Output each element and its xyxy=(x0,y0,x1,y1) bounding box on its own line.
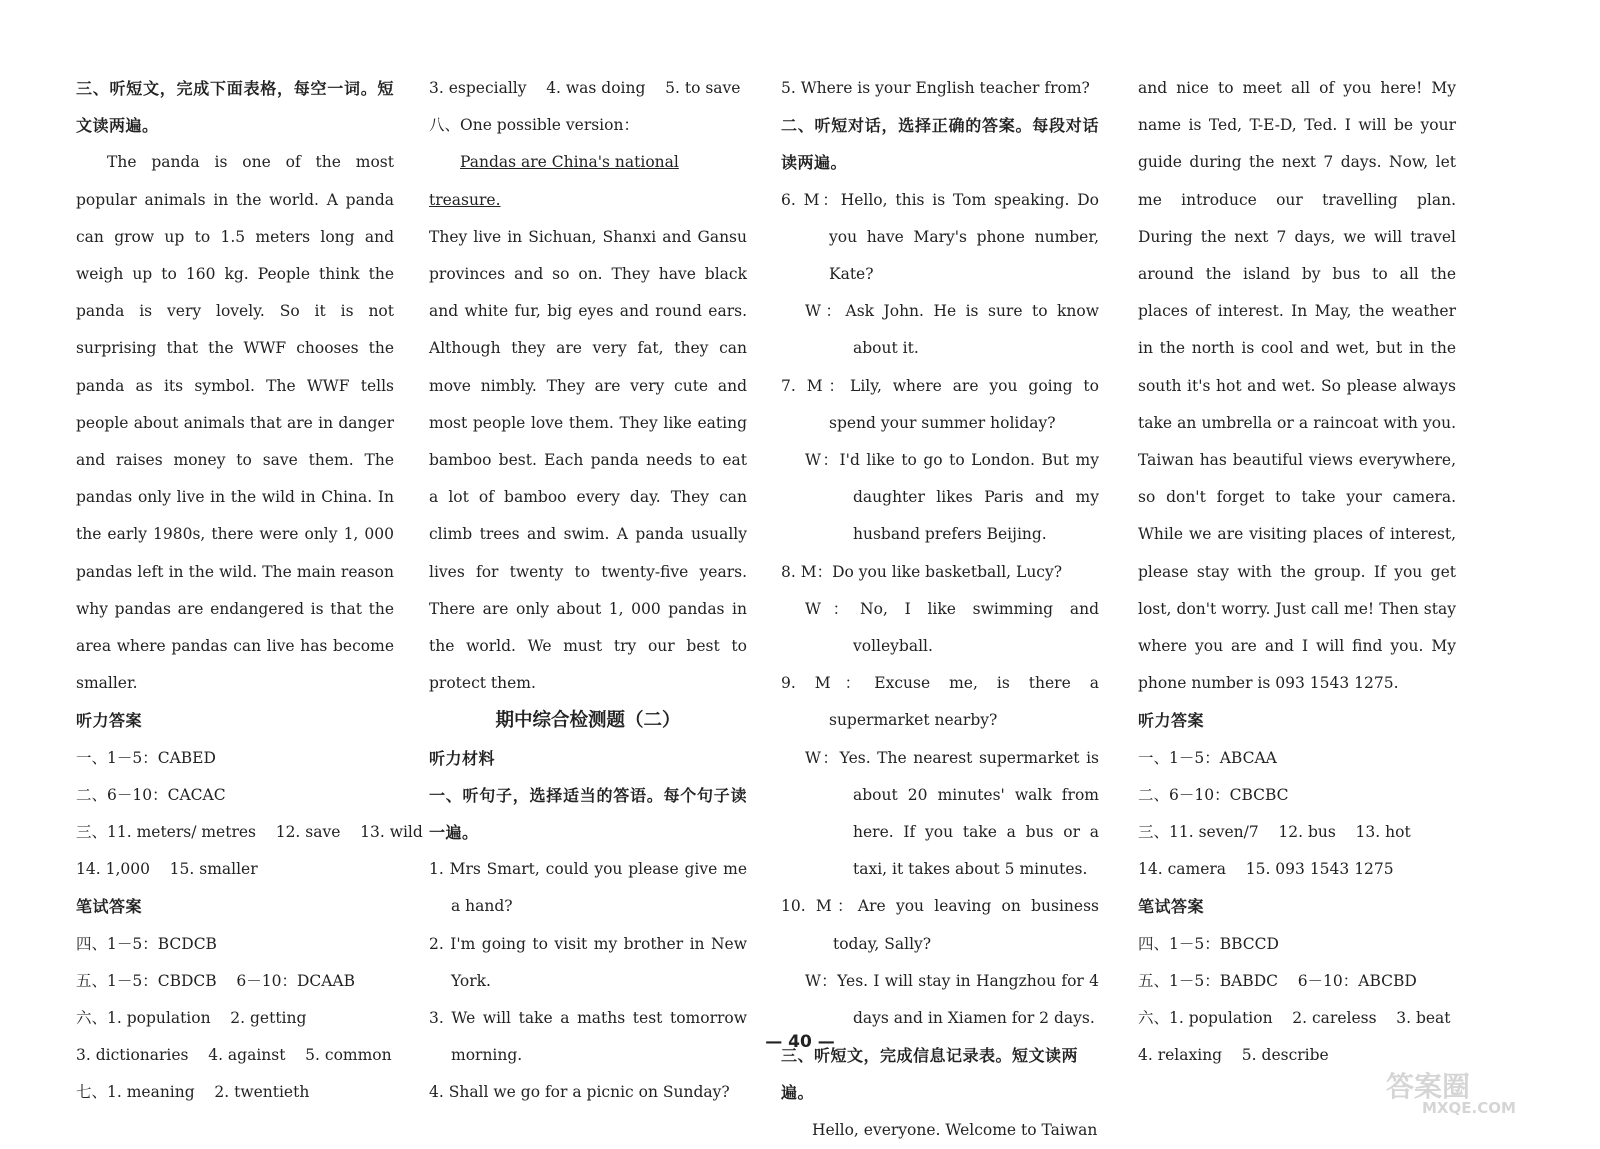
sentence-item: 4. Shall we go for a picnic on Sunday? xyxy=(429,1083,730,1102)
dialogue-woman: W：No, I like swimming and volleyball. xyxy=(805,599,1099,656)
dialogue-man: 10. M：Are you leaving on business today, Sally? xyxy=(781,897,1099,953)
dialogue-woman: W：Ask John. He is sure to know about it. xyxy=(805,302,1099,358)
sentence-item: 5. Where is your English teacher from? xyxy=(781,79,1090,97)
answer-line: 二、6－10：CBCBC xyxy=(1138,785,1289,804)
sample-essay-label: 八、One possible version： xyxy=(429,116,639,135)
answer-line: 3. especially 4. was doing 5. to save xyxy=(429,79,741,97)
dialogue-woman: W：Yes. The nearest supermarket is about 20 minutes' walk from here. If you take a bus or a taxi, it takes about 5 minutes. xyxy=(805,748,1099,879)
column-1 xyxy=(76,70,423,1112)
part-heading: 一、听句子，选择适当的答语。每个句子读一遍。 xyxy=(429,785,747,843)
answer-line: 4. relaxing 5. describe xyxy=(1138,1046,1329,1065)
column-3 xyxy=(781,70,1099,1149)
sentence-item: 2. I'm going to visit my brother in New York. xyxy=(429,934,747,990)
answer-line: 四、1－5：BCDCB xyxy=(76,934,217,953)
sentence-item: 3. We will take a maths test tomorrow morning. xyxy=(429,1009,747,1065)
listening-passage: and nice to meet all of you here! My name is Ted, T-E-D, Ted. I will be your guide during the next 7 days. Now, let me introduce our travelling plan. During the next 7 days, we will travel around the island by bus to all the places of interest. In May, the weather in the north is cool and wet, but in the south it's hot and wet. So please always take an umbrella or a raincoat with you. Taiwan has beautiful views everywhere, so don't forget to take your camera. While we are visiting places of interest, please stay with the group. If you get lost, don't worry. Just call me! Then stay where you are and I will find you. My phone number is 093 1543 1275. xyxy=(1138,79,1456,693)
answer-line: 二、6－10：CACAC xyxy=(76,785,226,804)
essay-title-line xyxy=(429,144,747,218)
written-answers-title: 笔试答案 xyxy=(76,897,143,917)
answer-line: 一、1－5：CABED xyxy=(76,748,216,767)
dialogue-man: 8. M：Do you like basketball, Lucy? xyxy=(781,562,1063,581)
answer-line: 3. dictionaries 4. against 5. common xyxy=(76,1046,392,1065)
listening-passage: The panda is one of the most popular animals in the world. A panda can grow up to 1.5 meters long and weigh up to 160 kg. People think the panda is very lovely. So it is not surprising that the WWF chooses the panda as its symbol. The WWF tells people about animals that are in danger and raises money to save them. The pandas only live in the wild in China. In the early 1980s, there were only 1, 000 pandas left in the wild. The main reason why pandas are endangered is that the area where pandas can live has become smaller. xyxy=(76,153,394,693)
answer-line: 五、1－5：CBDCB 6－10：DCAAB xyxy=(76,971,356,990)
dialogue-woman: W：I'd like to go to London. But my daughter likes Paris and my husband prefers Beijing. xyxy=(805,451,1099,544)
watermark-subtext: MXQE.COM xyxy=(1422,1099,1516,1116)
part-heading: 二、听短对话，选择正确的答案。每段对话读两遍。 xyxy=(781,116,1099,173)
answer-line: 六、1. population 2. careless 3. beat xyxy=(1138,1009,1451,1028)
answer-line: 一、1－5：ABCAA xyxy=(1138,748,1277,767)
column-2 xyxy=(429,70,747,1112)
answer-line: 三、11. meters/ metres 12. save 13. wild xyxy=(76,823,423,842)
answer-line: 五、1－5：BABDC 6－10：ABCBD xyxy=(1138,971,1417,990)
sample-essay: They live in Sichuan, Shanxi and Gansu provinces and so on. They have black and white fur, big eyes and round ears. Although they are very fat, they can move nimbly. They are very cute and most people love them. They like eating bamboo best. Each panda needs to eat a lot of bamboo every day. They can climb trees and swim. A panda usually lives for twenty to twenty-five years. There are only about 1, 000 pandas in the world. We must try our best to protect them. xyxy=(429,227,747,693)
listening-answers-title: 听力答案 xyxy=(1138,711,1205,731)
dialogue-man: 9. M：Excuse me, is there a supermarket nearby? xyxy=(781,674,1099,730)
page-number: — 40 — xyxy=(765,1032,835,1052)
answer-line: 14. camera 15. 093 1543 1275 xyxy=(1138,860,1394,879)
column-4 xyxy=(1138,70,1456,1074)
answer-line: 六、1. population 2. getting xyxy=(76,1009,307,1028)
part-heading: 三、听短文，完成信息记录表。短文读两遍。 xyxy=(781,1046,1079,1103)
answer-line: 14. 1,000 15. smaller xyxy=(76,860,258,879)
section-heading: 三、听短文，完成下面表格，每空一词。短文读两遍。 xyxy=(76,79,394,136)
dialogue-man: 6. M：Hello, this is Tom speaking. Do you have Mary's phone number, Kate? xyxy=(781,190,1099,284)
essay-title: Pandas are China's national treasure. xyxy=(429,153,679,209)
written-answers-title: 笔试答案 xyxy=(1138,897,1205,917)
watermark-text: 答案圈 xyxy=(1386,1070,1471,1103)
dialogue-man: 7. M：Lily, where are you going to spend your summer holiday? xyxy=(781,376,1099,432)
passage-start: Hello, everyone. Welcome to Taiwan xyxy=(812,1120,1098,1139)
answer-line: 四、1－5：BBCCD xyxy=(1138,934,1279,953)
sentence-item: 1. Mrs Smart, could you please give me a hand? xyxy=(429,860,747,916)
dialogue-woman: W：Yes. I will stay in Hangzhou for 4 days and in Xiamen for 2 days. xyxy=(805,971,1099,1028)
material-title: 听力材料 xyxy=(429,748,496,768)
answer-line: 三、11. seven/7 12. bus 13. hot xyxy=(1138,823,1411,842)
section-title: 期中综合检测题（二） xyxy=(495,710,681,732)
answer-line: 七、1. meaning 2. twentieth xyxy=(76,1083,310,1102)
listening-answers-title: 听力答案 xyxy=(76,711,143,731)
